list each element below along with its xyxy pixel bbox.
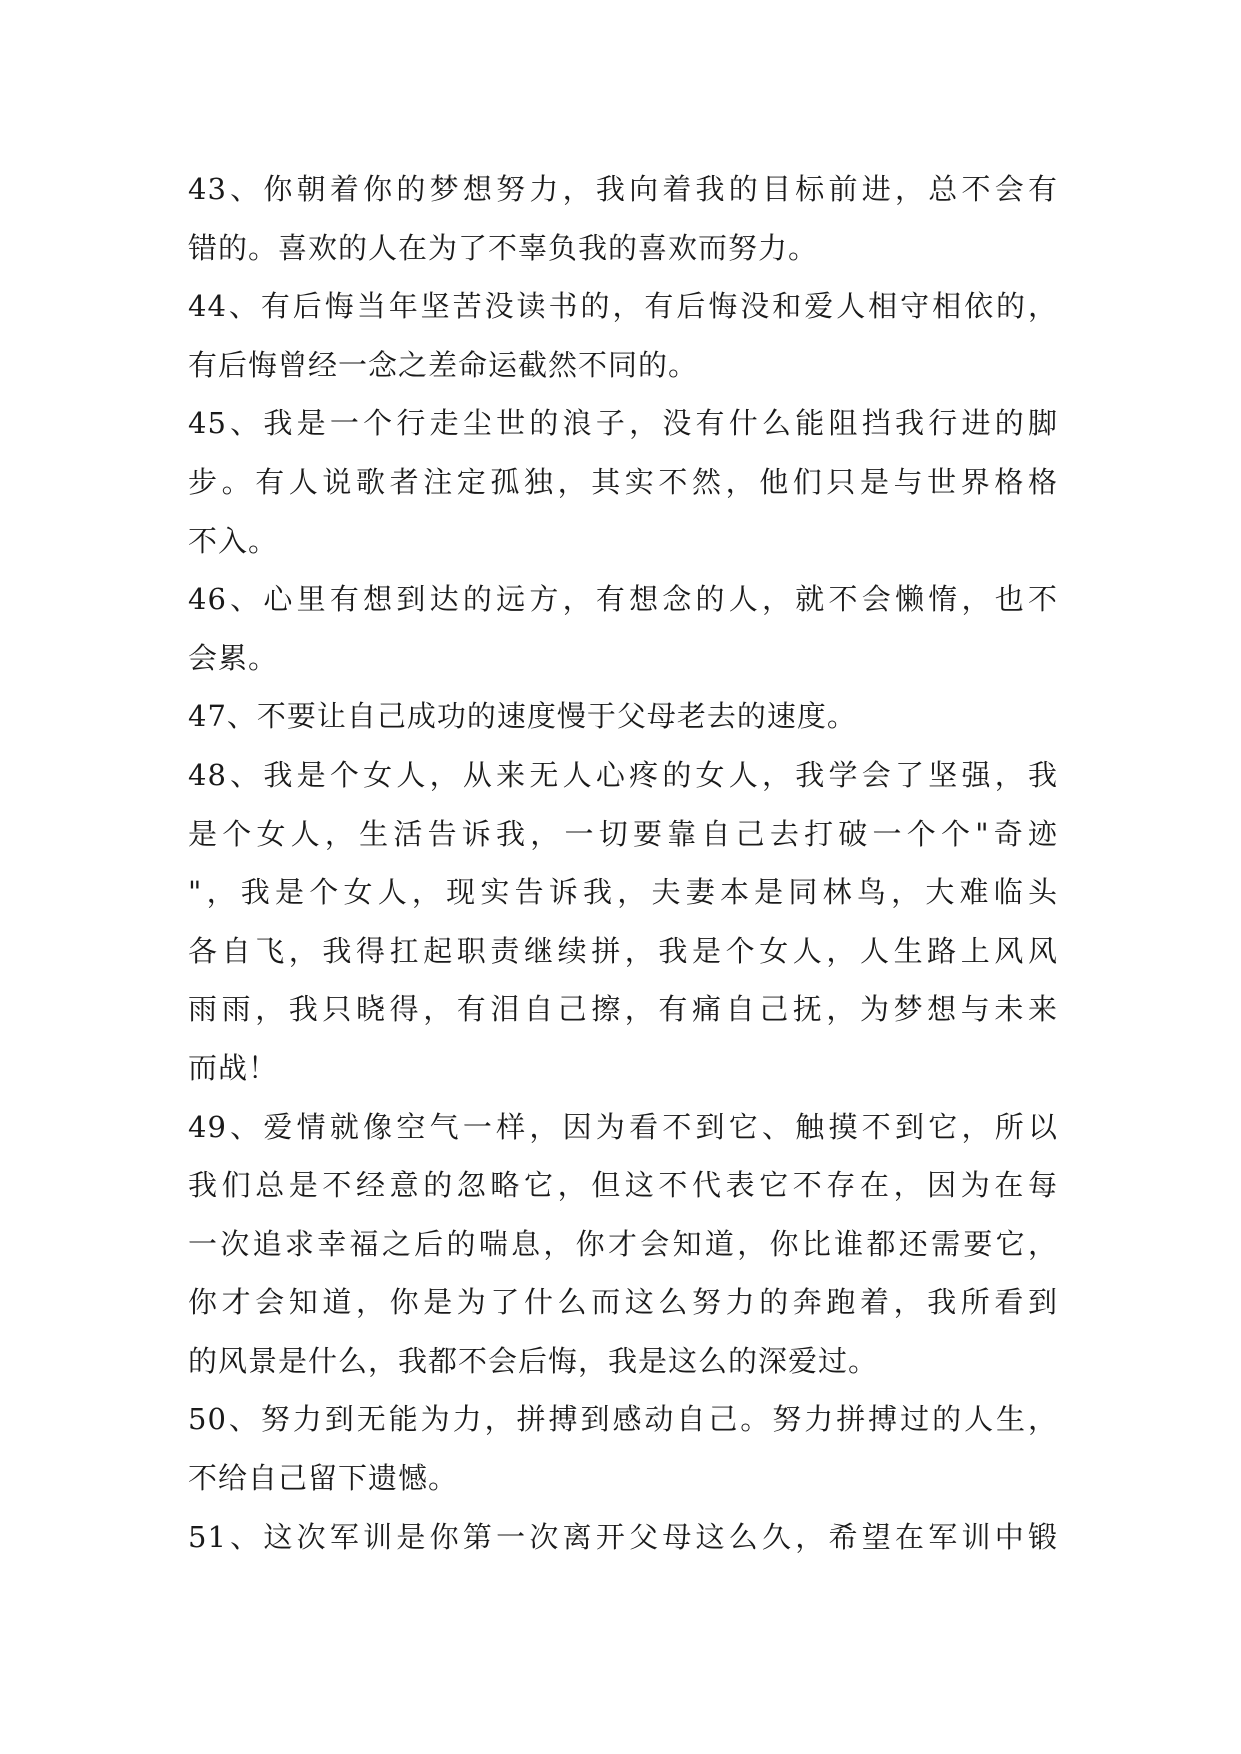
text-line: 会累。: [188, 640, 279, 675]
text-line: 有后悔曾经一念之差命运截然不同的。: [188, 347, 699, 382]
text-line: 50、努力到无能为力，拼搏到感动自己。努力拼搏过的人生，: [188, 1402, 1058, 1437]
text-line: 49、爱情就像空气一样，因为看不到它、触摸不到它，所以: [188, 1109, 1058, 1144]
text-line: 的风景是什么，我都不会后悔，我是这么的深爱过。: [188, 1343, 879, 1378]
text-line: 不入。: [188, 523, 279, 558]
text-line: 步。有人说歌者注定孤独，其实不然，他们只是与世界格格: [188, 464, 1058, 499]
text-line: 你才会知道，你是为了什么而这么努力的奔跑着，我所看到: [188, 1285, 1058, 1320]
text-line: 雨雨，我只晓得，有泪自己擦，有痛自己抚，为梦想与未来: [188, 992, 1058, 1027]
text-line: 45、我是一个行走尘世的浪子，没有什么能阻挡我行进的脚: [188, 406, 1058, 441]
text-line: 47、不要让自己成功的速度慢于父母老去的速度。: [188, 699, 857, 734]
text-line: "，我是个女人，现实告诉我，夫妻本是同林鸟，大难临头: [188, 875, 1058, 910]
text-line: 错的。喜欢的人在为了不辜负我的喜欢而努力。: [188, 230, 819, 265]
text-line: 一次追求幸福之后的喘息，你才会知道，你比谁都还需要它，: [188, 1226, 1058, 1261]
text-line: 44、有后悔当年坚苦没读书的，有后悔没和爱人相守相依的，: [188, 289, 1058, 324]
text-line: 各自飞，我得扛起职责继续拼，我是个女人，人生路上风风: [188, 933, 1058, 968]
text-line: 我们总是不经意的忽略它，但这不代表它不存在，因为在每: [188, 1168, 1058, 1203]
text-line: 是个女人，生活告诉我，一切要靠自己去打破一个个"奇迹: [188, 816, 1058, 851]
text-line: 46、心里有想到达的远方，有想念的人，就不会懒惰，也不: [188, 582, 1058, 617]
text-line: 而战！: [188, 1050, 279, 1085]
text-line: 51、这次军训是你第一次离开父母这么久，希望在军训中锻: [188, 1519, 1058, 1554]
text-line: 不给自己留下遗憾。: [188, 1461, 459, 1496]
text-line: 43、你朝着你的梦想努力，我向着我的目标前进，总不会有: [188, 172, 1058, 206]
text-line: 48、我是个女人，从来无人心疼的女人，我学会了坚强，我: [188, 757, 1058, 792]
document-body: [188, 160, 1058, 1566]
